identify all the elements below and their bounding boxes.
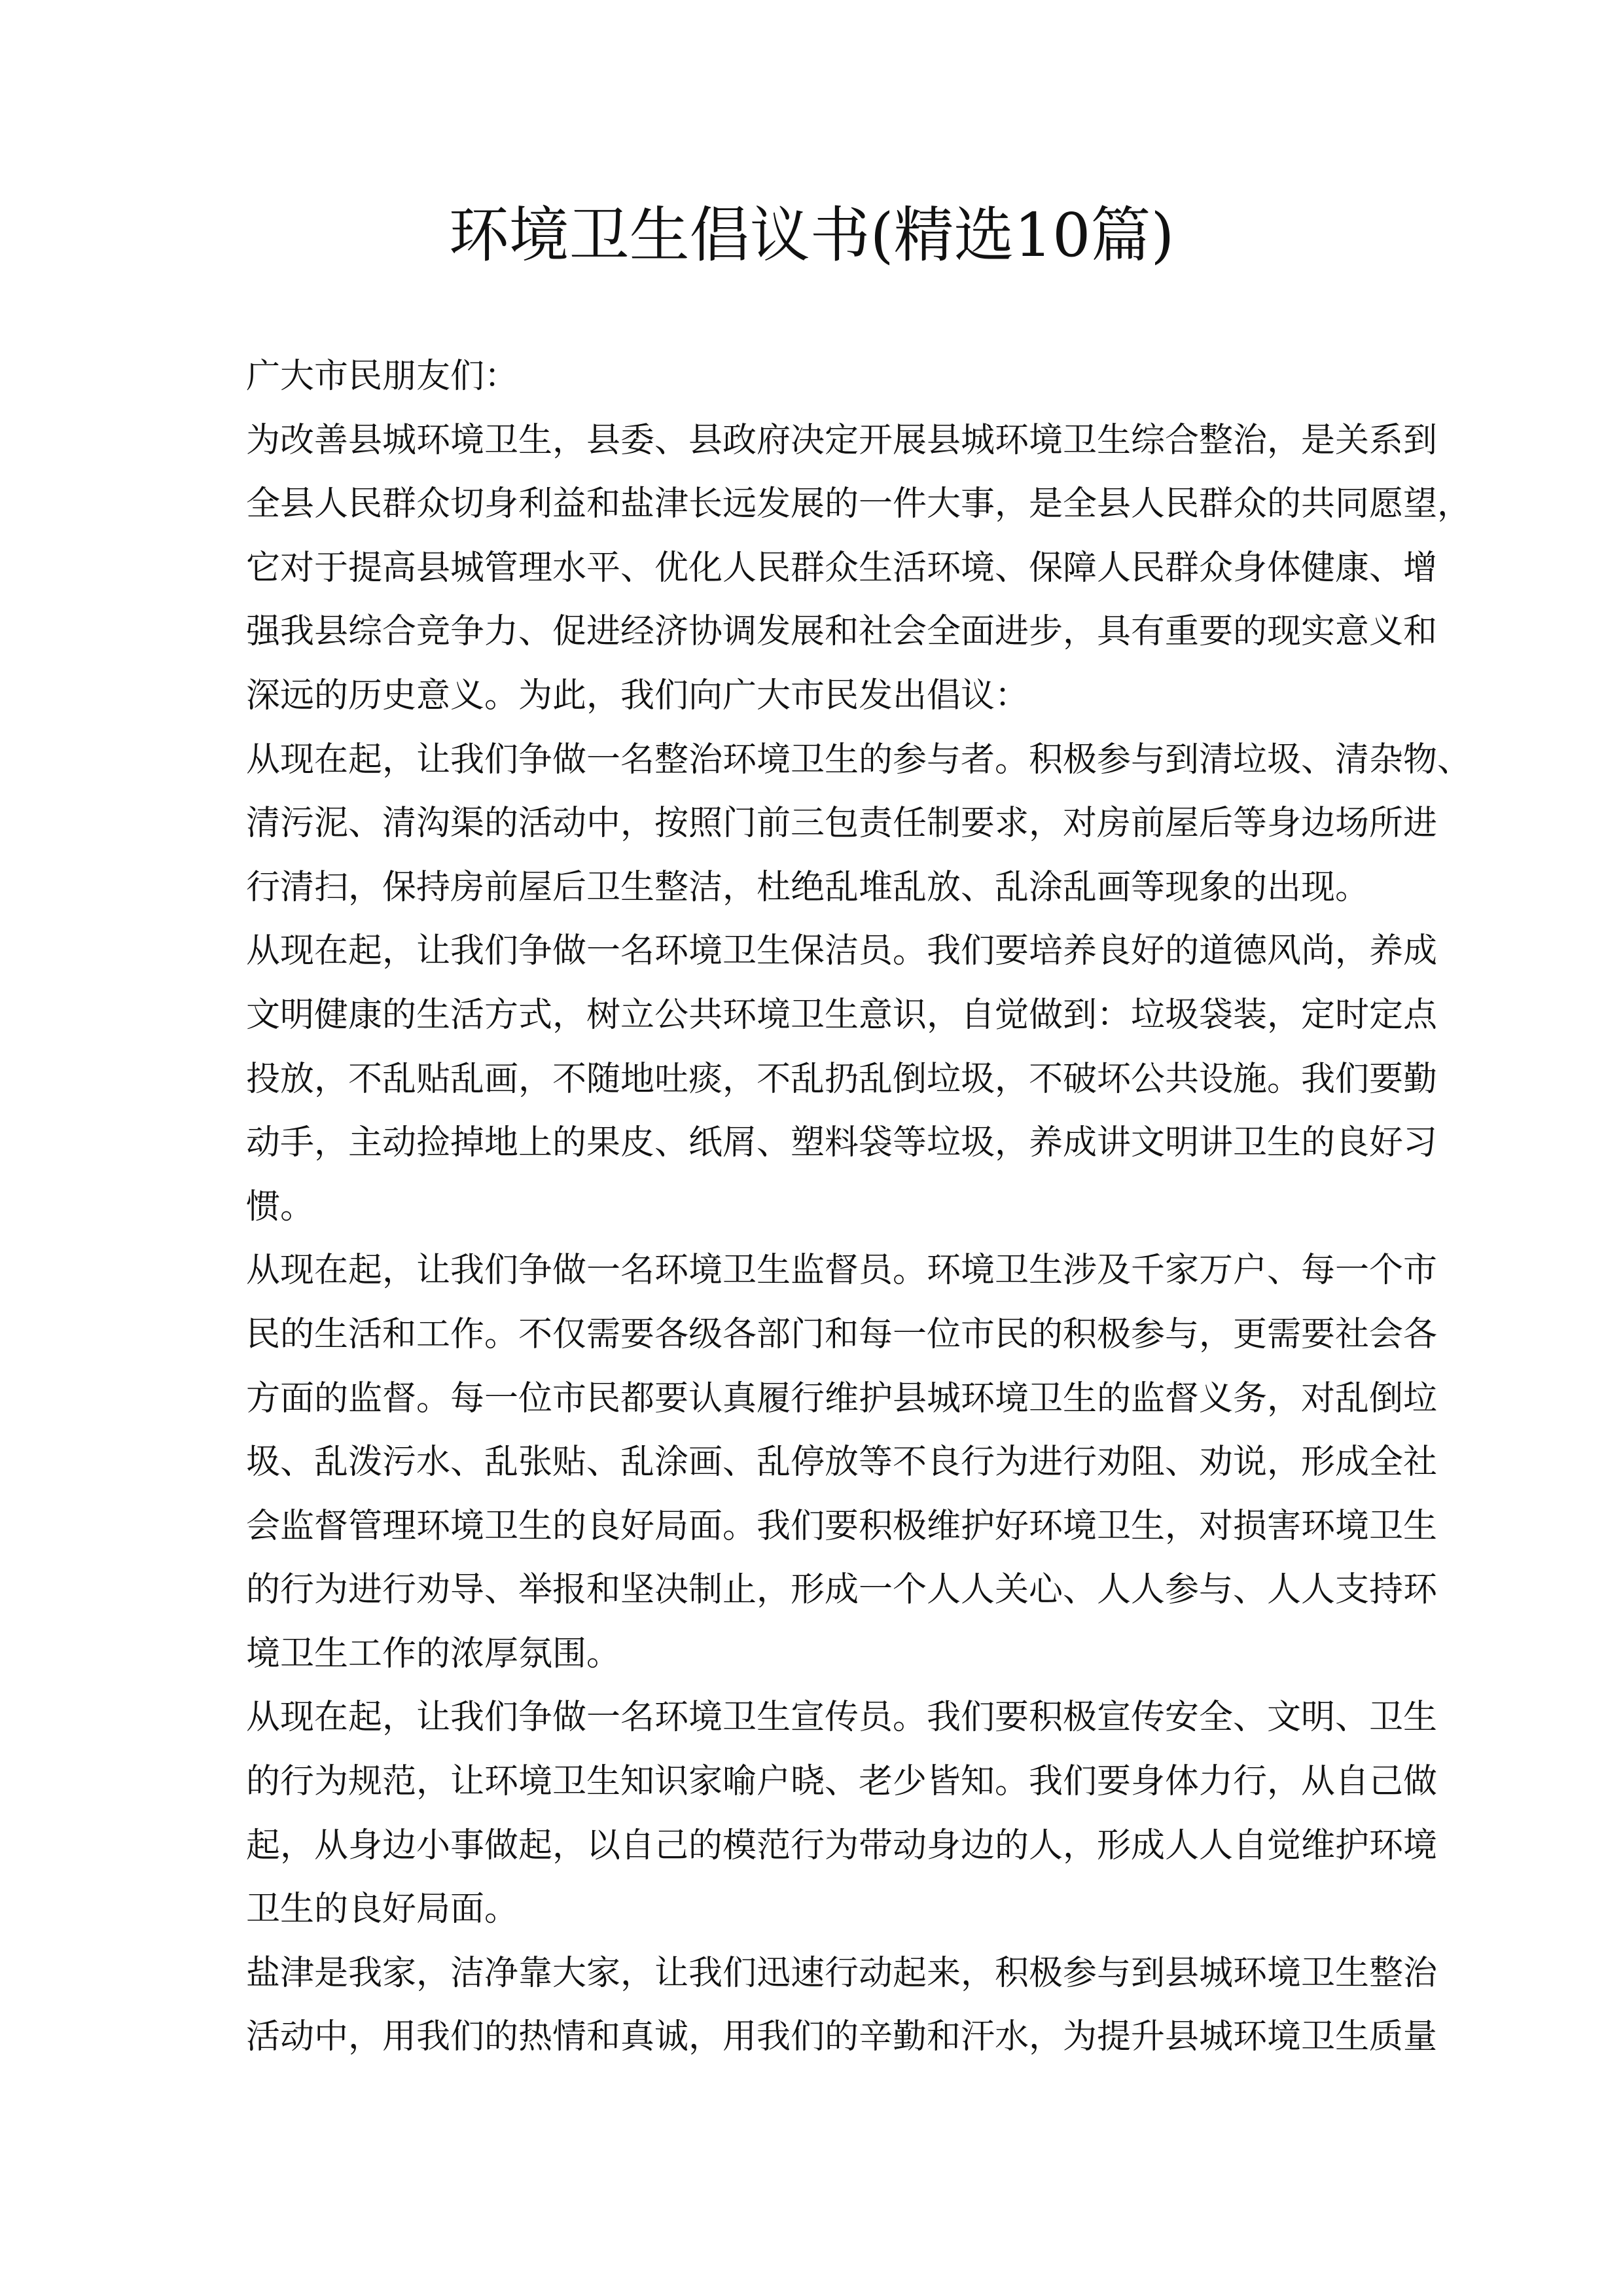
text-line: 从现在起，让我们争做一名环境卫生保洁员。我们要培养良好的道德风尚，养成 [246,933,1438,971]
paragraph [246,345,1378,409]
paragraph [246,409,1472,728]
text-line: 起，从身边小事做起，以自己的模范行为带动身边的人，形成人人自觉维护环境 [246,1827,1438,1865]
text-line: 深远的历史意义。为此，我们向广大市民发出倡议： [246,677,1029,715]
text-line: 民的生活和工作。不仅需要各级各部门和每一位市民的积极参与，更需要社会各 [246,1316,1438,1354]
paragraph [246,728,1472,920]
text-line: 动手，主动捡掉地上的果皮、纸屑、塑料袋等垃圾，养成讲文明讲卫生的良好习 [246,1124,1438,1162]
text-line: 从现在起，让我们争做一名整治环境卫生的参与者。积极参与到清垃圾、清杂物、 [246,741,1472,779]
text-line: 清污泥、清沟渠的活动中，按照门前三包责任制要求，对房前屋后等身边场所进 [246,805,1438,843]
text-line: 为改善县城环境卫生，县委、县政府决定开展县城环境卫生综合整治，是关系到 [246,422,1438,459]
text-line: 活动中，用我们的热情和真诚，用我们的辛勤和汗水，为提升县城环境卫生质量 [246,2018,1438,2056]
text-line: 境卫生工作的浓厚氛围。 [246,1635,621,1673]
text-line: 的行为规范，让环境卫生知识家喻户晓、老少皆知。我们要身体力行，从自己做 [246,1763,1438,1801]
paragraph [246,1239,1438,1686]
text-line: 惯。 [246,1188,315,1226]
text-line: 会监督管理环境卫生的良好局面。我们要积极维护好环境卫生，对损害环境卫生 [246,1507,1438,1545]
text-line: 文明健康的生活方式，树立公共环境卫生意识，自觉做到：垃圾袋装，定时定点 [246,996,1438,1034]
text-line: 它对于提高县城管理水平、优化人民群众生活环境、保障人民群众身体健康、增 [246,549,1438,587]
text-line: 从现在起，让我们争做一名环境卫生监督员。环境卫生涉及千家万户、每一个市 [246,1252,1438,1290]
text-line: 广大市民朋友们： [246,358,519,395]
text-line: 从现在起，让我们争做一名环境卫生宣传员。我们要积极宣传安全、文明、卫生 [246,1699,1438,1737]
text-line: 投放，不乱贴乱画，不随地吐痰，不乱扔乱倒垃圾，不破坏公共设施。我们要勤 [246,1060,1438,1098]
text-line: 方面的监督。每一位市民都要认真履行维护县城环境卫生的监督义务，对乱倒垃 [246,1380,1438,1418]
text-line: 行清扫，保持房前屋后卫生整洁，杜绝乱堆乱放、乱涂乱画等现象的出现。 [246,869,1370,906]
text-line: 强我县综合竞争力、促进经济协调发展和社会全面进步，具有重要的现实意义和 [246,613,1438,651]
document-body [246,345,1472,2070]
paragraph [246,920,1438,1239]
text-line: 卫生的良好局面。 [246,1891,519,1929]
text-line: 盐津是我家，洁净靠大家，让我们迅速行动起来，积极参与到县城环境卫生整治 [246,1954,1438,1992]
text-line: 圾、乱泼污水、乱张贴、乱涂画、乱停放等不良行为进行劝阻、劝说，形成全社 [246,1444,1438,1482]
paragraph [246,1942,1438,2070]
document-title: 环境卫生倡议书(精选10篇) [448,200,1175,270]
text-line: 全县人民群众切身利益和盐津长远发展的一件大事，是全县人民群众的共同愿望， [246,486,1472,524]
paragraph [246,1686,1438,1941]
text-line: 的行为进行劝导、举报和坚决制止，形成一个人人关心、人人参与、人人支持环 [246,1571,1438,1609]
